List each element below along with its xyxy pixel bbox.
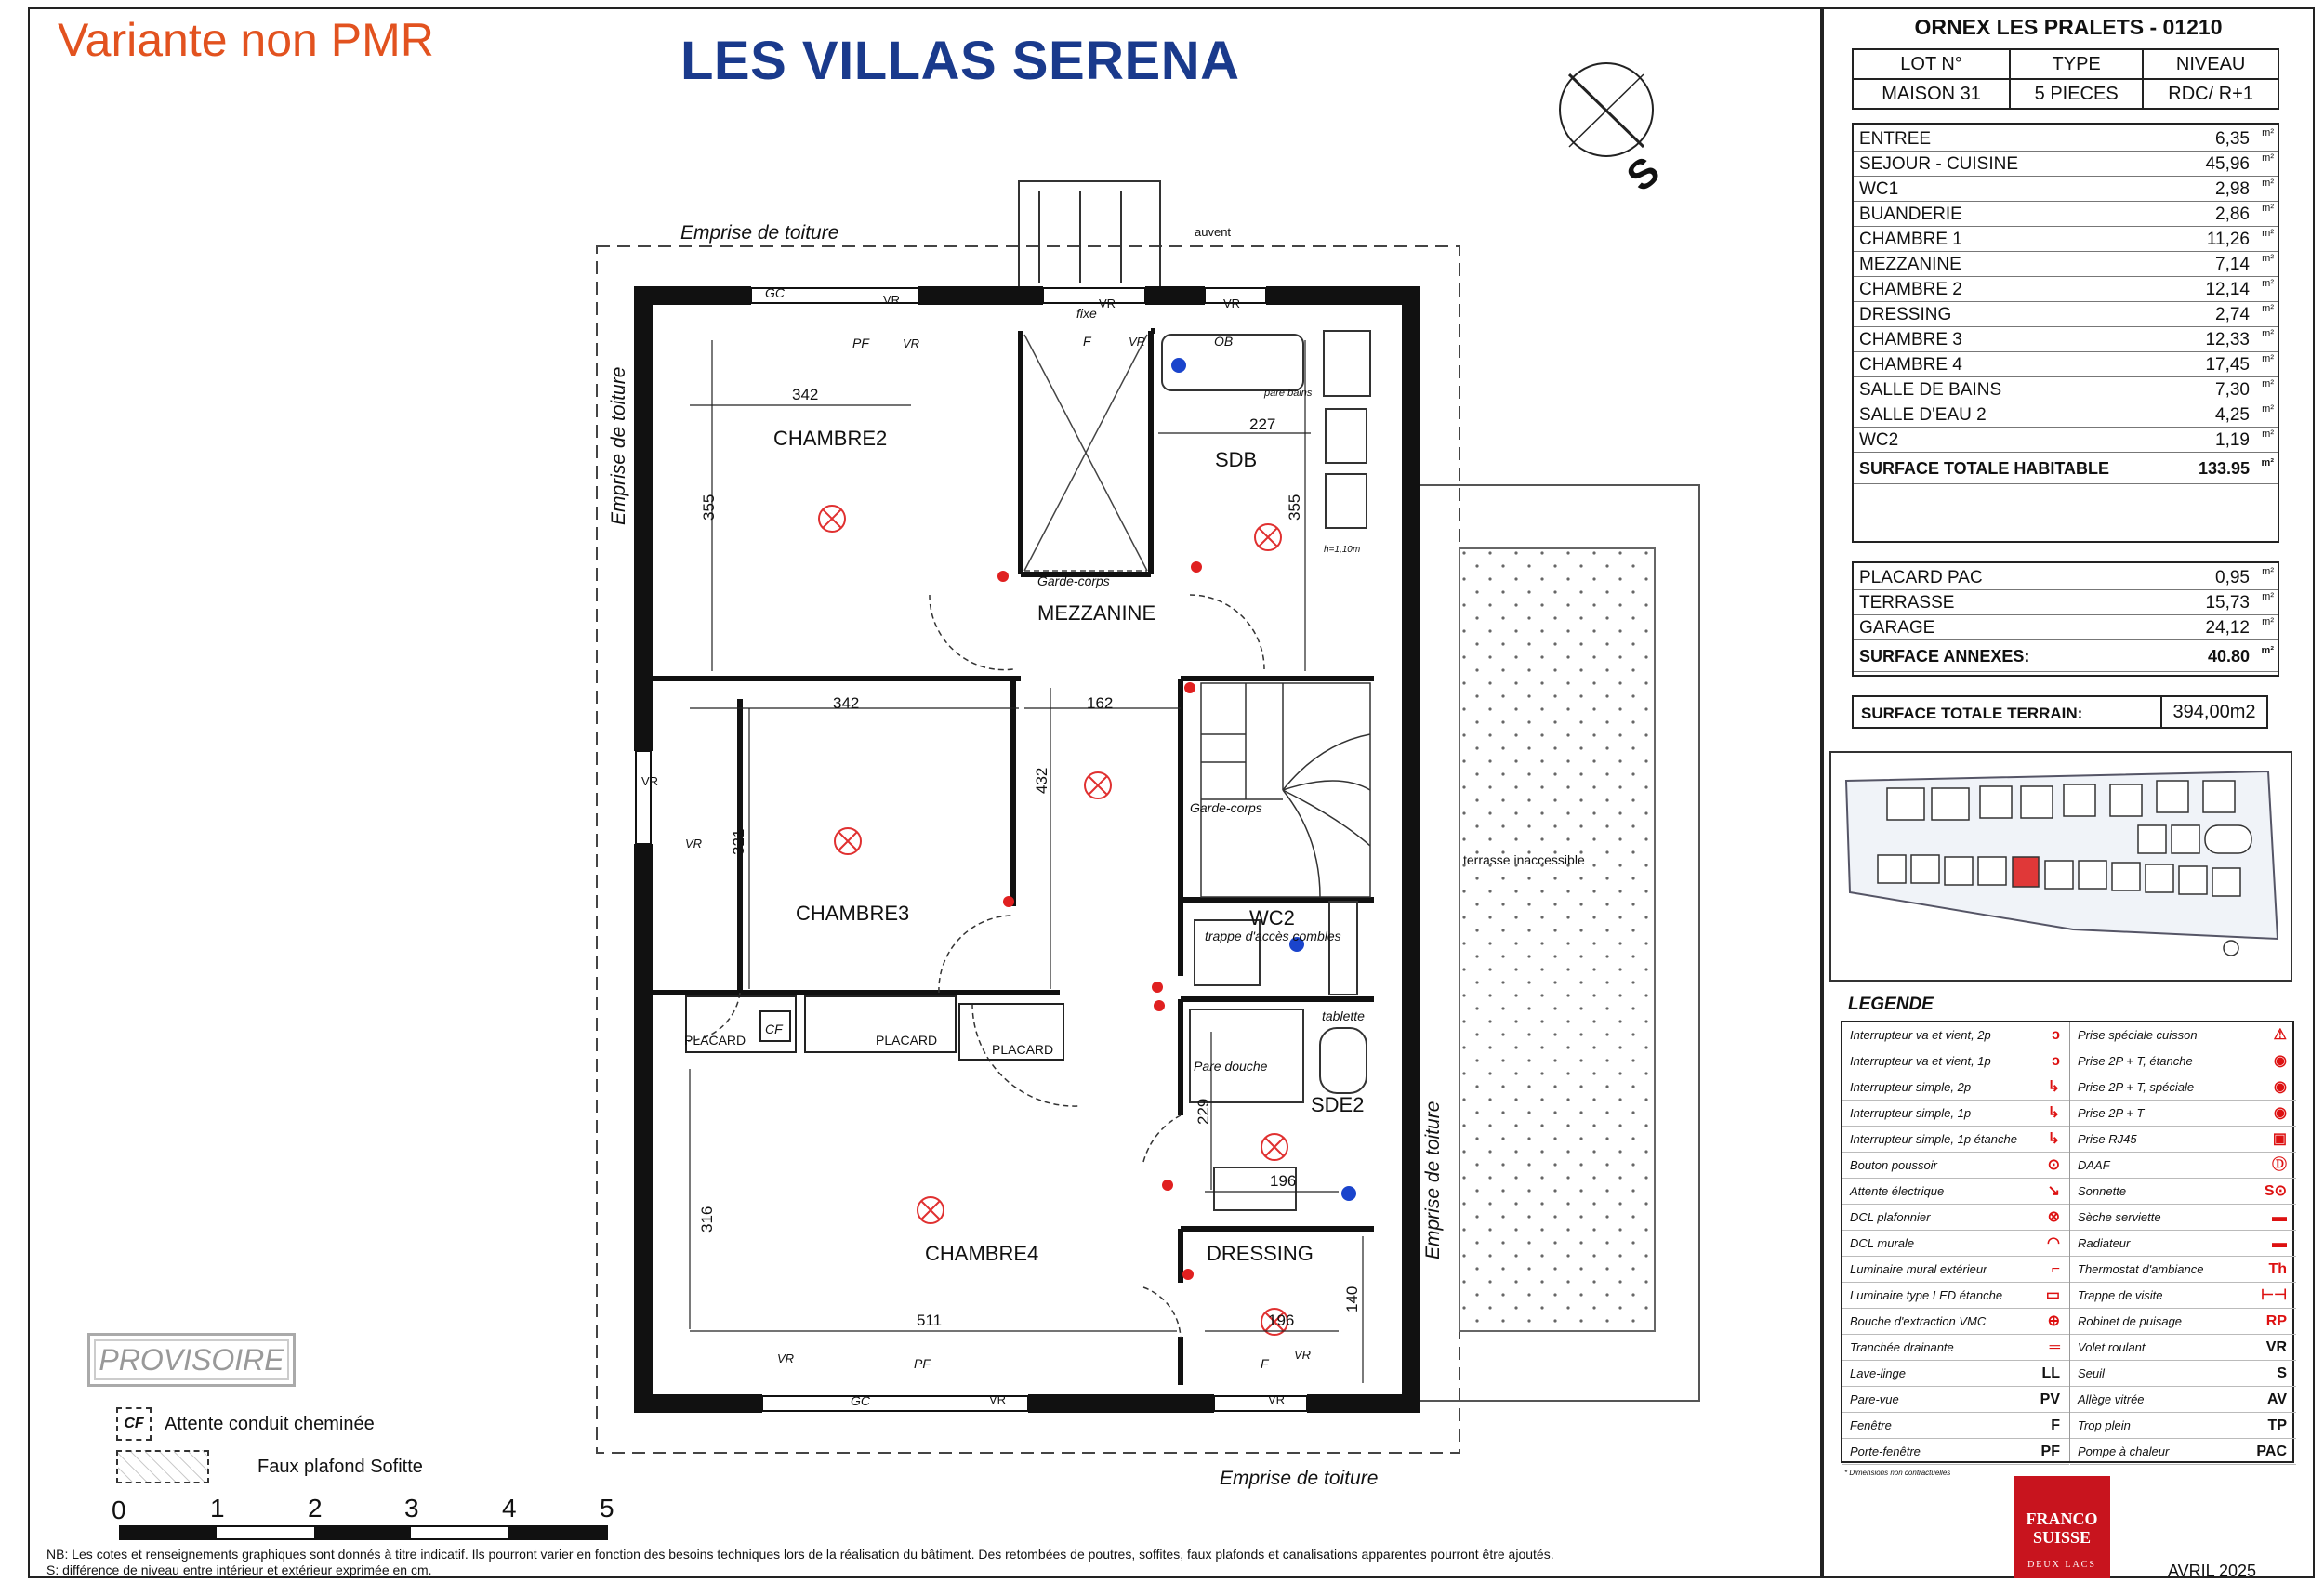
push-button-icon: ⊙ [2047,1157,2060,1173]
legend-code: S [2277,1365,2287,1381]
legend-label: Prise 2P + T, spéciale [2078,1080,2195,1094]
legend-label: Luminaire mural extérieur [1850,1262,1987,1276]
terrain-label: SURFACE TOTALE TERRAIN: [1861,705,2083,722]
legend-row [1842,1074,2069,1101]
terrace-label: terrasse inaccessible [1463,852,1585,867]
dimensions-note: * Dimensions non contractuelles [1844,1469,1951,1477]
surface-row [1854,126,2278,152]
svg-text:355: 355 [1286,494,1303,521]
surface-name: WC2 [1859,430,1899,450]
radiator-icon: ▬ [2272,1235,2287,1251]
legend-label: Prise 2P + T [2078,1106,2145,1120]
surface-row [1854,428,2278,453]
surface-value: 15,73 [2205,593,2250,613]
surface-name: CHAMBRE 1 [1859,230,1962,249]
smoke-detector-icon: Ⓓ [2271,1157,2287,1173]
surface-unit: m² [2262,328,2274,339]
svg-text:VR: VR [1099,297,1116,310]
surface-value: 12,14 [2205,280,2250,299]
svg-text:355: 355 [700,494,718,521]
legend-row [2070,1127,2296,1153]
surface-unit: m² [2262,403,2274,415]
legend-label: Interrupteur va et vient, 2p [1850,1028,1991,1042]
surface-name: SALLE D'EAU 2 [1859,405,1987,425]
svg-text:VR: VR [1129,335,1146,349]
legend-label: Bouton poussoir [1850,1158,1937,1172]
room-sdb: SDB [1215,448,1258,471]
surface-name: TERRASSE [1859,593,1955,613]
legend-label: Attente électrique [1850,1184,1945,1198]
garde-corps-stairs-label: Garde-corps [1190,800,1262,815]
room-mezzanine: MEZZANINE [1037,601,1156,625]
fixe-label: fixe [1076,306,1097,321]
switch-2way-1p-icon: ↄ [2052,1053,2060,1069]
roof-label-left: Emprise de toiture [608,366,629,525]
svg-text:VR: VR [1268,1392,1286,1406]
legend-row [2070,1022,2296,1048]
svg-text:196: 196 [1268,1312,1295,1329]
legend-code: PV [2040,1391,2060,1407]
legend-row [1842,1309,2069,1335]
legend-row [1842,1231,2069,1257]
surface-unit: m² [2262,428,2274,440]
legend-row [2070,1257,2296,1283]
switch-simple-1p-icon: ↳ [2047,1105,2060,1121]
svg-text:1: 1 [210,1494,225,1523]
terrain-value: 394,00m2 [2160,697,2266,727]
towel-dryer-icon: ▬ [2272,1209,2287,1225]
legend-row [2070,1074,2296,1101]
svg-text:VR: VR [1223,297,1241,310]
scale-labels [112,1494,614,1524]
legend-column-left [1842,1022,2069,1461]
surface-value: 2,98 [2215,179,2250,199]
surface-unit: m² [2262,278,2274,289]
surface-name: SALLE DE BAINS [1859,380,2002,400]
surface-name: PLACARD PAC [1859,568,1983,587]
svg-text:VR: VR [989,1392,1007,1406]
garde-corps-label: Garde-corps [1037,573,1110,588]
niveau-header: NIVEAU [2143,49,2278,79]
legend-cf-text: Attente conduit cheminée [165,1413,375,1434]
placard-2: PLACARD [876,1033,938,1048]
interior-walls [653,331,1374,1385]
access-hatch-icon: ⊢⊣ [2261,1287,2287,1303]
legend-row [2070,1387,2296,1413]
terrace-gravel [1459,548,1655,1331]
switch-waterproof-icon: ↳ [2047,1131,2060,1147]
surface-name: GARAGE [1859,618,1935,638]
legend-label: Prise RJ45 [2078,1132,2137,1146]
roof-outline [597,246,1459,1453]
type-value: 5 PIECES [2010,79,2143,109]
auvent-label: auvent [1195,225,1232,239]
legend-label: Radiateur [2078,1236,2131,1250]
legend-label: DAAF [2078,1158,2110,1172]
svg-text:162: 162 [1087,694,1114,712]
surface-row [1854,352,2278,377]
vmc-outlets [1171,358,1356,1201]
socket-waterproof-icon: ◉ [2274,1053,2287,1069]
legend-label: Interrupteur simple, 1p étanche [1850,1132,2017,1146]
svg-text:VR: VR [641,774,659,788]
cf-symbol-icon: CF [116,1407,152,1441]
surface-row [1854,277,2278,302]
legend-label: Pare-vue [1850,1392,1899,1406]
switch-2way-2p-icon: ↄ [2052,1027,2060,1043]
legend-row [1842,1413,2069,1439]
gc-top: GC [765,285,785,300]
surface-name: BUANDERIE [1859,204,1962,224]
surface-unit: m² [2262,127,2274,138]
legend-row [1842,1205,2069,1231]
f-bottom: F [1261,1356,1269,1371]
surface-name: MEZZANINE [1859,255,1961,274]
legend-label: Prise 2P + T, étanche [2078,1054,2193,1068]
svg-text:VR: VR [777,1351,795,1365]
legend-table [1841,1021,2294,1463]
surface-unit: m² [2261,645,2274,656]
surface-row [1854,377,2278,402]
legend-label: Prise spéciale cuisson [2078,1028,2198,1042]
note-nb: NB: Les cotes et renseignements graphiques sont donnés à titre indicatif. Ils pourront varier en fonction des besoins techniques lors de la réalisation du bâtiment. Des retombées de poutres, soffites, faux plafonds et canalisations apparentes pourront être ajoutés. [46,1547,1554,1562]
drainage-trench-icon: ═ [2049,1339,2060,1355]
legend-row [2070,1101,2296,1127]
trappe-label: trappe d'accès combles [1205,929,1341,943]
legend-sofitte [116,1450,423,1483]
legend-label: Luminaire type LED étanche [1850,1288,2003,1302]
legend-label: Pompe à chaleur [2078,1444,2170,1458]
legend-code: VR [2265,1339,2287,1355]
surface-name: CHAMBRE 3 [1859,330,1962,349]
surface-row [1854,615,2278,640]
legend-row [2070,1205,2296,1231]
niveau-value: RDC/ R+1 [2143,79,2278,109]
surface-unit: m² [2262,566,2274,577]
surface-unit: m² [2262,178,2274,189]
legend-label: DCL murale [1850,1236,1915,1250]
legend-code: AV [2266,1391,2287,1407]
water-tap-icon: RP [2265,1313,2287,1329]
vmc-extraction-icon: ⊕ [2047,1313,2060,1329]
legend-label: Sèche serviette [2078,1210,2161,1224]
surface-unit: m² [2262,253,2274,264]
svg-text:VR: VR [903,336,920,350]
height-label: h=1,10m [1324,545,1361,555]
exterior-walls [643,296,1411,1404]
tablette-label: tablette [1322,1009,1365,1023]
surface-unit: m² [2262,591,2274,602]
legend-row [1842,1048,2069,1074]
legend-row [2070,1048,2296,1074]
surface-value: 2,74 [2215,305,2250,324]
lot-table [1852,48,2279,110]
legend-row [2070,1309,2296,1335]
legend-label: Fenêtre [1850,1418,1892,1432]
provisoire-stamp: PROVISOIRE [87,1333,296,1387]
svg-text:S: S [1618,148,1669,201]
legend-label: Trappe de visite [2078,1288,2163,1302]
surface-total-value: 133.95 [2198,459,2250,478]
legend-row [1842,1022,2069,1048]
legend-row [1842,1335,2069,1361]
surface-unit: m² [2261,457,2274,468]
variant-title: Variante non PMR [58,14,434,66]
surface-unit: m² [2262,353,2274,364]
surface-total-name: SURFACE TOTALE HABITABLE [1859,459,2109,478]
surface-row [1854,565,2278,590]
surface-value: 11,26 [2206,230,2250,249]
surface-unit: m² [2262,152,2274,164]
surface-name: DRESSING [1859,305,1952,324]
wall-light-icon: ◠ [2047,1235,2060,1251]
legend-label: Sonnette [2078,1184,2127,1198]
svg-text:342: 342 [833,694,860,712]
legend-row [2070,1283,2296,1309]
led-light-icon: ▭ [2045,1287,2060,1303]
svg-text:316: 316 [698,1206,716,1233]
legend-cf [116,1407,375,1441]
roof-label-bottom: Emprise de toiture [1220,1468,1379,1489]
surface-row [1854,327,2278,352]
legend-code: PAC [2256,1444,2287,1459]
surface-value: 1,19 [2215,430,2250,450]
legend-label: DCL plafonnier [1850,1210,1931,1224]
legend-column-right [2069,1022,2296,1461]
placard-1: PLACARD [684,1033,746,1048]
location-title: ORNEX LES PRALETS - 01210 [1914,15,2223,39]
rj45-icon: ▣ [2272,1131,2287,1147]
notes [46,1547,1554,1578]
surface-unit: m² [2262,616,2274,627]
room-chambre4: CHAMBRE4 [925,1242,1039,1265]
dimension-values [698,386,1361,1329]
surface-row [1854,302,2278,327]
legend-label: Interrupteur simple, 2p [1850,1080,1972,1094]
doorbell-icon: S⊙ [2264,1183,2287,1199]
svg-text:196: 196 [1270,1172,1297,1190]
legend-row [1842,1101,2069,1127]
svg-text:VR: VR [1294,1348,1312,1362]
mezzanine-void [1024,335,1147,571]
svg-text:321: 321 [730,828,747,855]
legend-code: TP [2267,1417,2287,1433]
legend-row [1842,1179,2069,1205]
sofitte-symbol-icon [116,1450,209,1483]
legend-row [1842,1283,2069,1309]
svg-text:229: 229 [1195,1098,1212,1125]
legend-row [2070,1153,2296,1179]
surface-name: CHAMBRE 4 [1859,355,1962,375]
svg-text:511: 511 [917,1312,943,1329]
room-sde2: SDE2 [1311,1093,1365,1116]
legend-row [1842,1439,2069,1465]
scale-bar [120,1526,607,1539]
legend-code: PF [2040,1444,2060,1459]
legend-label: Volet roulant [2078,1340,2146,1354]
pare-bains-label: pare bains [1264,388,1313,399]
socket-special-icon: ◉ [2274,1079,2287,1095]
room-dressing: DRESSING [1207,1242,1314,1265]
room-chambre2: CHAMBRE2 [773,427,888,450]
surface-name: ENTREE [1859,129,1932,149]
surface-value: 12,33 [2205,330,2250,349]
ceiling-light-icon: ⊗ [2047,1209,2060,1225]
thermostat-icon: Th [2268,1261,2287,1277]
legend-row [2070,1439,2296,1465]
surface-value: 6,35 [2215,129,2250,149]
pf-top: PF [852,336,869,350]
svg-text:VR: VR [883,293,901,307]
pf-bottom: PF [914,1356,931,1371]
terrain-surface [1852,695,2268,729]
lot-value: MAISON 31 [1853,79,2010,109]
note-s: S: différence de niveau entre intérieur et extérieur exprimée en cm. [46,1562,432,1577]
annexes-table [1852,561,2279,677]
legend-code: LL [2041,1365,2060,1381]
outdoor-wall-light-icon: ⌐ [2051,1261,2060,1277]
surface-value: 2,86 [2215,204,2250,224]
legend-label: Thermostat d'ambiance [2078,1262,2204,1276]
surface-unit: m² [2262,203,2274,214]
surface-total-name: SURFACE ANNEXES: [1859,647,2030,666]
legend-row [1842,1361,2069,1387]
f-top: F [1083,334,1091,349]
legend-row [1842,1153,2069,1179]
ob-label: OB [1214,334,1234,349]
project-title: LES VILLAS SERENA [680,31,1240,91]
surface-total-row [1854,644,2278,672]
surface-value: 7,14 [2215,255,2250,274]
legend-label: Robinet de puisage [2078,1314,2183,1328]
svg-text:0: 0 [112,1496,126,1524]
gc-bottom: GC [851,1393,870,1408]
socket-icon: ◉ [2274,1105,2287,1121]
cooking-socket-icon: ⚠ [2273,1027,2287,1043]
legend-row [1842,1387,2069,1413]
surface-value: 24,12 [2205,618,2250,638]
surface-value: 45,96 [2205,154,2250,174]
legend-row [2070,1335,2296,1361]
type-header: TYPE [2010,49,2143,79]
site-plan-minimap [1829,751,2292,982]
surface-unit: m² [2262,378,2274,389]
legend-code: F [2051,1417,2060,1433]
lot-header: LOT N° [1853,49,2010,79]
switches [997,561,1202,1280]
legend-row [2070,1179,2296,1205]
svg-text:4: 4 [502,1494,517,1523]
franco-suisse-logo: FRANCO SUISSE DEUX LACS [2014,1476,2110,1578]
surface-unit: m² [2262,303,2274,314]
legend-row [1842,1257,2069,1283]
surface-name: CHAMBRE 2 [1859,280,1962,299]
electrical-outlet-wait-icon: ↘ [2047,1183,2060,1199]
surface-value: 0,95 [2215,568,2250,587]
surface-total-row [1854,456,2278,484]
surface-row [1854,402,2278,428]
legend-title: LEGENDE [1848,995,1934,1014]
svg-text:140: 140 [1343,1285,1361,1312]
pare-douche-label: Pare douche [1194,1059,1268,1074]
surface-row [1854,590,2278,615]
svg-text:VR: VR [685,837,703,850]
date-label: AVRIL 2025 [2168,1562,2257,1580]
roof-label-top: Emprise de toiture [680,222,839,244]
legend-label: Porte-fenêtre [1850,1444,1921,1458]
surface-total-value: 40.80 [2207,647,2250,666]
legend-label: Tranchée drainante [1850,1340,1954,1354]
legend-label: Lave-linge [1850,1366,1906,1380]
staircase [1201,683,1370,897]
roof-label-right: Emprise de toiture [1422,1101,1444,1259]
svg-text:227: 227 [1249,415,1276,433]
svg-text:3: 3 [404,1494,419,1523]
bathroom-fixtures [1162,331,1370,1210]
surface-row [1854,252,2278,277]
svg-text:2: 2 [308,1494,323,1523]
legend-label: Trop plein [2078,1418,2131,1432]
surface-name: WC1 [1859,179,1899,199]
surface-value: 7,30 [2215,380,2250,400]
legend-label: Seuil [2078,1366,2105,1380]
legend-label: Allège vitrée [2078,1392,2145,1406]
legend-row [2070,1361,2296,1387]
svg-text:342: 342 [792,386,819,403]
placard-3: PLACARD [992,1042,1054,1057]
compass-icon [1560,63,1669,201]
legend-sofitte-text: Faux plafond Sofitte [257,1456,423,1477]
room-wc2: WC2 [1249,906,1295,929]
svg-text:432: 432 [1033,767,1050,794]
cf-label: CF [765,1022,783,1036]
surface-name: SEJOUR - CUISINE [1859,154,2019,174]
surface-value: 17,45 [2205,355,2250,375]
legend-row [2070,1413,2296,1439]
legend-label: Interrupteur va et vient, 1p [1850,1054,1991,1068]
surface-row [1854,177,2278,202]
surfaces-table [1852,123,2279,543]
legend-row [1842,1127,2069,1153]
surface-unit: m² [2262,228,2274,239]
svg-text:5: 5 [600,1494,614,1523]
surface-row [1854,227,2278,252]
surface-value: 4,25 [2215,405,2250,425]
switch-simple-2p-icon: ↳ [2047,1079,2060,1095]
room-chambre3: CHAMBRE3 [796,902,910,925]
surface-row [1854,202,2278,227]
legend-label: Bouche d'extraction VMC [1850,1314,1987,1328]
legend-row [2070,1231,2296,1257]
surface-row [1854,152,2278,177]
legend-label: Interrupteur simple, 1p [1850,1106,1972,1120]
